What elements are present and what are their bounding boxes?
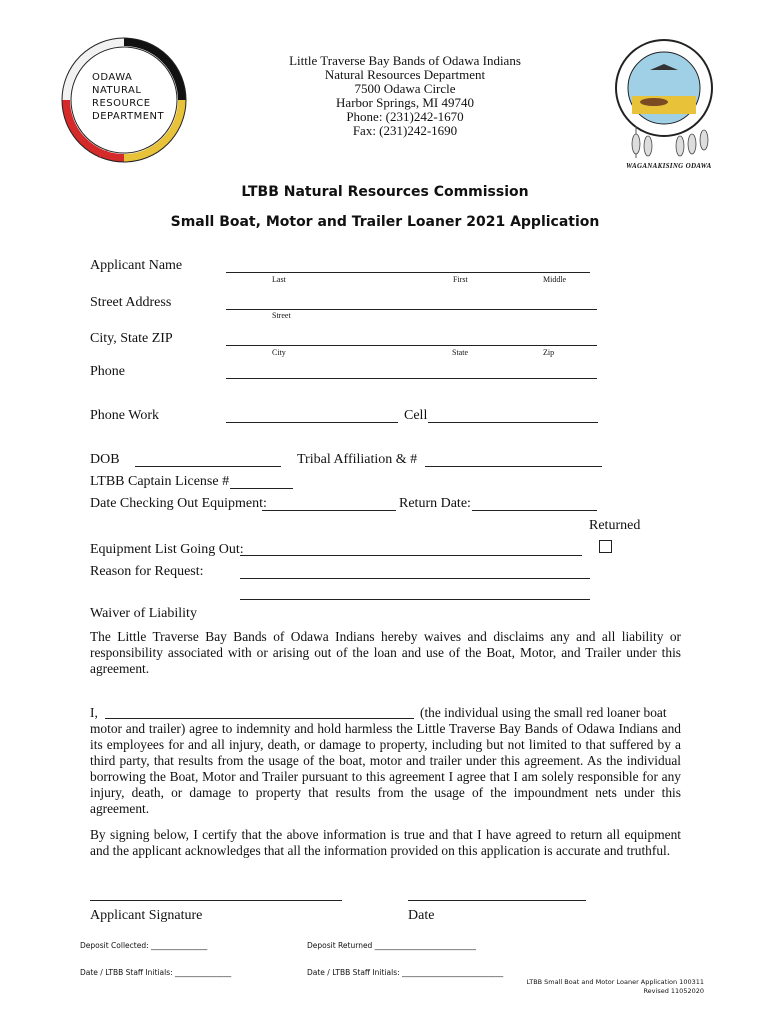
- header-fax: Fax: (231)242-1690: [352, 123, 458, 138]
- waiver-paragraph-1: The Little Traverse Bay Bands of Odawa Indians hereby waives and disclaims any and all liability or responsibility associated with or arising out of the loan and use of the Boat, Motor, and Trailer under this agreement.: [90, 629, 681, 676]
- waiver-heading: Waiver of Liability: [90, 606, 197, 621]
- sub-city: City: [272, 348, 286, 357]
- logo-line-4: DEPARTMENT: [92, 111, 165, 122]
- phone-work-field[interactable]: [226, 422, 398, 423]
- applicant-signature-label: Applicant Signature: [90, 908, 203, 923]
- header-org: Little Traverse Bay Bands of Odawa Indians: [289, 53, 521, 68]
- equipment-list-field[interactable]: [240, 555, 582, 556]
- street-address-label: Street Address: [90, 295, 172, 310]
- dob-label: DOB: [90, 452, 120, 467]
- return-date-field[interactable]: [472, 510, 597, 511]
- applicant-signature-field[interactable]: [90, 900, 342, 901]
- waiver-paragraph-3: By signing below, I certify that the above information is true and that I have agreed to return all equipment and the applicant acknowledges that all the information provided on this application is accurate and truthful.: [90, 827, 681, 858]
- waiver-paragraph-2: motor and trailer) agree to indemnity and hold harmless the Little Traverse Bay Bands of Odawa Indians and its employees for and all injury, death, or damage to property, including but not limited to that suffered by a third party, that results from the usage of the boat, motor and trailer under this agreement. As the individual borrowing the Boat, Motor and Trailer pursuant to this agreement I agree that I am solely responsible for any injury, death, or damage to property that results from the usage of the impoundment nets under this agreement.: [90, 721, 681, 816]
- odawa-nrd-logo: [58, 36, 190, 164]
- dob-field[interactable]: [135, 466, 281, 467]
- footer-doc-id: LTBB Small Boat and Motor Loaner Application 100311: [526, 978, 704, 986]
- logo-line-1: ODAWA: [92, 72, 133, 83]
- street-address-field[interactable]: [226, 309, 597, 310]
- sub-zip: Zip: [543, 348, 555, 357]
- reason-field-1[interactable]: [240, 578, 590, 579]
- deposit-returned: Deposit Returned ___________________________: [307, 941, 476, 950]
- returned-label: Returned: [589, 518, 641, 533]
- header-city: Harbor Springs, MI 49740: [336, 95, 474, 110]
- waiver-i-prefix: I,: [90, 705, 98, 720]
- indemnity-name-field[interactable]: [105, 718, 414, 719]
- logo-line-2: NATURAL: [92, 85, 142, 96]
- tribal-field[interactable]: [425, 466, 602, 467]
- sub-middle: Middle: [543, 275, 567, 284]
- seal-caption: WAGANAKISING ODAWA: [626, 162, 712, 170]
- city-state-zip-field[interactable]: [226, 345, 597, 346]
- header-phone: Phone: (231)242-1670: [346, 109, 464, 124]
- phone-work-label: Phone Work: [90, 408, 160, 423]
- tribal-label: Tribal Affiliation & #: [297, 452, 418, 467]
- sub-state: State: [452, 348, 468, 357]
- phone-label: Phone: [90, 364, 125, 379]
- date-staff-initials-2: Date / LTBB Staff Initials: ___________________________: [307, 968, 504, 977]
- page-subtitle: Small Boat, Motor and Trailer Loaner 2021 Application: [170, 214, 600, 230]
- equipment-list-label: Equipment List Going Out:: [90, 542, 244, 557]
- signature-date-label: Date: [408, 908, 435, 923]
- logo-line-3: RESOURCE: [92, 98, 151, 109]
- signature-date-field[interactable]: [408, 900, 586, 901]
- applicant-name-field[interactable]: [226, 272, 590, 273]
- ltbb-seal-logo: [610, 30, 720, 172]
- returned-checkbox[interactable]: [599, 540, 612, 553]
- reason-field-2[interactable]: [240, 599, 590, 600]
- captain-license-field[interactable]: [230, 488, 293, 489]
- date-checkout-field[interactable]: [262, 510, 396, 511]
- page-title: LTBB Natural Resources Commission: [241, 184, 529, 200]
- header-dept: Natural Resources Department: [324, 67, 486, 82]
- city-state-zip-label: City, State ZIP: [90, 331, 173, 346]
- reason-label: Reason for Request:: [90, 564, 204, 579]
- header-address: 7500 Odawa Circle: [354, 81, 456, 96]
- waiver-i-rest: (the individual using the small red loaner boat: [420, 705, 667, 720]
- sub-street: Street: [272, 311, 291, 320]
- sub-last: Last: [272, 275, 286, 284]
- phone-field[interactable]: [226, 378, 597, 379]
- footer-revised: Revised 11052020: [643, 987, 704, 995]
- date-checkout-label: Date Checking Out Equipment:: [90, 496, 267, 511]
- applicant-name-label: Applicant Name: [90, 258, 183, 273]
- cell-label: Cell: [404, 408, 428, 423]
- date-staff-initials-1: Date / LTBB Staff Initials: _______________: [80, 968, 232, 977]
- captain-license-label: LTBB Captain License #: [90, 474, 230, 489]
- cell-field[interactable]: [428, 422, 598, 423]
- return-date-label: Return Date:: [399, 496, 471, 511]
- deposit-collected: Deposit Collected: _______________: [80, 941, 208, 950]
- seal-graphic: [610, 30, 720, 162]
- sub-first: First: [453, 275, 468, 284]
